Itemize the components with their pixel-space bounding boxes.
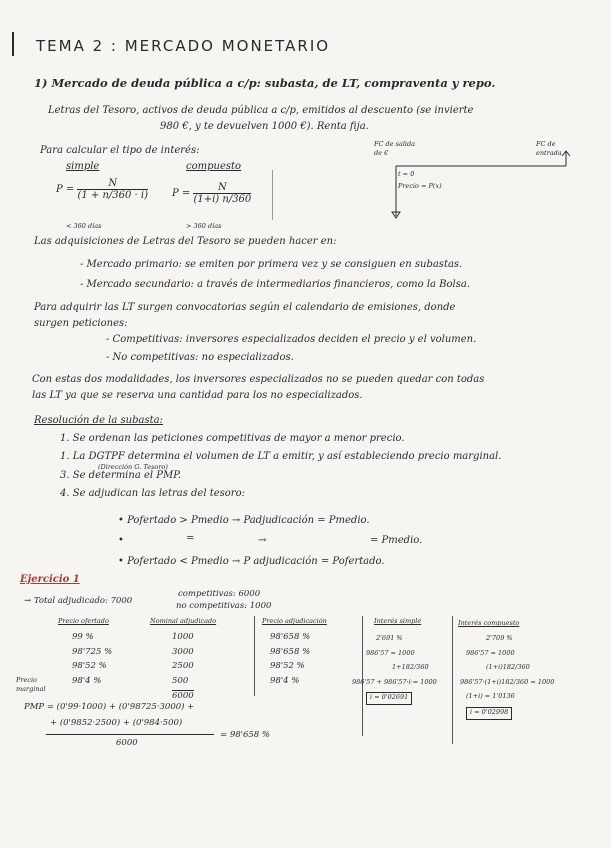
competitivas-item: - Competitivas: inversores especializados deciden el precio y el volumen.	[106, 334, 477, 345]
table-cell: 1000	[172, 632, 194, 642]
step-1: 1. Se ordenan las peticiones competitivas de mayor a menor precio.	[60, 433, 405, 444]
calc-line: 986'57·(1+i)182/360 = 1000	[460, 677, 555, 686]
formula-bracket	[58, 170, 273, 220]
simple-numerator: N	[77, 178, 148, 190]
pmp-line-1: PMP = (0'99·1000) + (0'98725·3000) +	[24, 702, 195, 712]
exercise-heading: Ejercicio 1	[20, 574, 80, 585]
rule-equal-arrow: →	[258, 535, 267, 546]
step-2-note: (Dirección G. Tesoro)	[98, 463, 168, 471]
calc-line: (1+i) = 1'0136	[466, 692, 515, 700]
precio-marginal-label: Precio marginal	[16, 676, 46, 693]
section-heading: 1) Mercado de deuda pública a c/p: subasta, de LT, compraventa y repo.	[34, 76, 496, 90]
precio-ofertado-column	[72, 632, 112, 690]
table-cell: 98'658 %	[270, 632, 311, 642]
calc-line: 986'57 + 986'57·i·= 1000	[352, 677, 437, 686]
calc-line: i = 0'02691	[366, 692, 412, 705]
header-precio-adj: Precio adjudicación	[262, 617, 327, 625]
margin-mark	[12, 32, 14, 56]
peticiones-text-1: Para adquirir las LT surgen convocatorias según el calendario de emisiones, donde	[34, 302, 456, 313]
column-divider	[452, 616, 453, 744]
simple-denominator: (1 + n/360 · i)	[77, 190, 149, 201]
pmp-result: = 98'658 %	[220, 730, 270, 740]
compuesto-formula: P = $\frac{N}{(1+i) n/360}$	[172, 182, 252, 205]
pmp-denominator: 6000	[116, 738, 138, 748]
split-competitivas: competitivas: 6000	[178, 589, 261, 599]
flow-left-label: FC de salida de €	[374, 140, 416, 157]
table-cell: 98'52 %	[270, 661, 305, 671]
pmp-line-2: + (0'9852·2500) + (0'984·500)	[50, 718, 183, 728]
flow-precio: Precio = P(x)	[398, 182, 442, 190]
simple-note: < 360 días	[66, 222, 102, 230]
step-3: 3. Se determina el PMP.	[60, 470, 182, 481]
calc-line: 2'691 %	[376, 634, 403, 642]
rule-less: • Pofertado < Pmedio → P adjudicación = Pofertado.	[118, 556, 385, 567]
interes-compuesto-column	[460, 634, 555, 720]
table-cell: 2500	[172, 661, 194, 671]
column-divider	[254, 616, 255, 696]
modalidades-text-1: Con estas dos modalidades, los inversores especializados no se pueden quedar con todas	[32, 374, 485, 385]
bullet-primario: - Mercado primario: se emiten por primera vez y se consiguen en subastas.	[80, 259, 463, 270]
step-2: 1. La DGTPF determina el volumen de LT a emitir, y así estableciendo precio marginal.	[60, 451, 502, 462]
interest-label: Para calcular el tipo de interés:	[40, 145, 200, 156]
modalidades-text-2: las LT ya que se reserva una cantidad para los no especializados.	[32, 390, 363, 401]
resolucion-heading: Resolución de la subasta:	[34, 415, 163, 426]
rule-equal-bullet: •	[118, 535, 124, 546]
table-cell: 98'658 %	[270, 646, 311, 657]
adquisicion-text: Las adquisiciones de Letras del Tesoro se pueden hacer en:	[34, 236, 337, 247]
rule-equal-result: = Pmedio.	[370, 535, 423, 546]
table-cell: 3000	[172, 646, 194, 657]
table-cell: 98'52 %	[72, 661, 107, 671]
header-interes-compuesto: Interés compuesto	[458, 619, 520, 627]
calc-line: 986'57 = 1000	[466, 648, 515, 657]
table-cell-total: 6000	[172, 691, 194, 701]
flow-t0: t = 0	[398, 170, 415, 178]
calc-line: 986'57 = 1000	[366, 648, 415, 657]
no-competitivas-item: - No competitivas: no especializados.	[106, 352, 294, 363]
column-divider	[362, 616, 363, 736]
intro-text-2: 980 €, y te devuelven 1000 €). Renta fija.	[160, 121, 369, 132]
rule-equal-sign: =	[186, 533, 195, 544]
table-cell: 98'4 %	[270, 675, 300, 686]
calc-line: 1+182/360	[392, 663, 429, 671]
compuesto-denominator: (1+i) n/360	[193, 194, 252, 205]
step-4: 4. Se adjudican las letras del tesoro:	[60, 488, 245, 499]
header-interes-simple: Interés simple	[374, 617, 422, 625]
total-adjudicado: → Total adjudicado: 7000	[24, 596, 133, 606]
simple-formula: P = $\frac{N}{(1 + n/360 \cdot i)}$	[56, 178, 149, 201]
flow-right-label: FC de entrada	[536, 140, 562, 157]
simple-label: simple	[66, 161, 100, 172]
table-cell: 500	[172, 676, 194, 692]
pmp-fraction-bar	[46, 734, 214, 735]
peticiones-text-2: surgen peticiones:	[34, 318, 128, 329]
compuesto-label: compuesto	[186, 161, 242, 172]
calc-line: 2'709 %	[486, 634, 513, 642]
cash-flow-diagram	[388, 150, 588, 230]
header-precio-ofertado: Precio ofertado	[58, 617, 109, 625]
precio-adj-column	[270, 632, 310, 690]
table-cell: 99 %	[72, 632, 94, 642]
interes-simple-column	[352, 634, 437, 705]
nominal-column	[172, 632, 194, 706]
table-cell: 98'4 %	[72, 675, 102, 686]
page-title: TEMA 2 : MERCADO MONETARIO	[36, 37, 331, 55]
header-nominal: Nominal adjudicado	[150, 617, 217, 625]
rule-greater: • Pofertado > Pmedio → Padjudicación = Pmedio.	[118, 515, 370, 526]
calc-line: (1+i)182/360	[486, 663, 530, 671]
intro-text-1: Letras del Tesoro, activos de deuda pública a c/p, emitidos al descuento (se invierte	[48, 105, 474, 116]
compuesto-note: > 360 días	[186, 222, 222, 230]
split-no-competitivas: no competitivas: 1000	[176, 601, 272, 611]
bullet-secundario: - Mercado secundario: a través de intermediarios financieros, como la Bolsa.	[80, 279, 471, 290]
calc-line: i = 0'02998	[466, 707, 512, 720]
compuesto-numerator: N	[193, 182, 251, 194]
table-cell: 98'725 %	[72, 646, 113, 657]
